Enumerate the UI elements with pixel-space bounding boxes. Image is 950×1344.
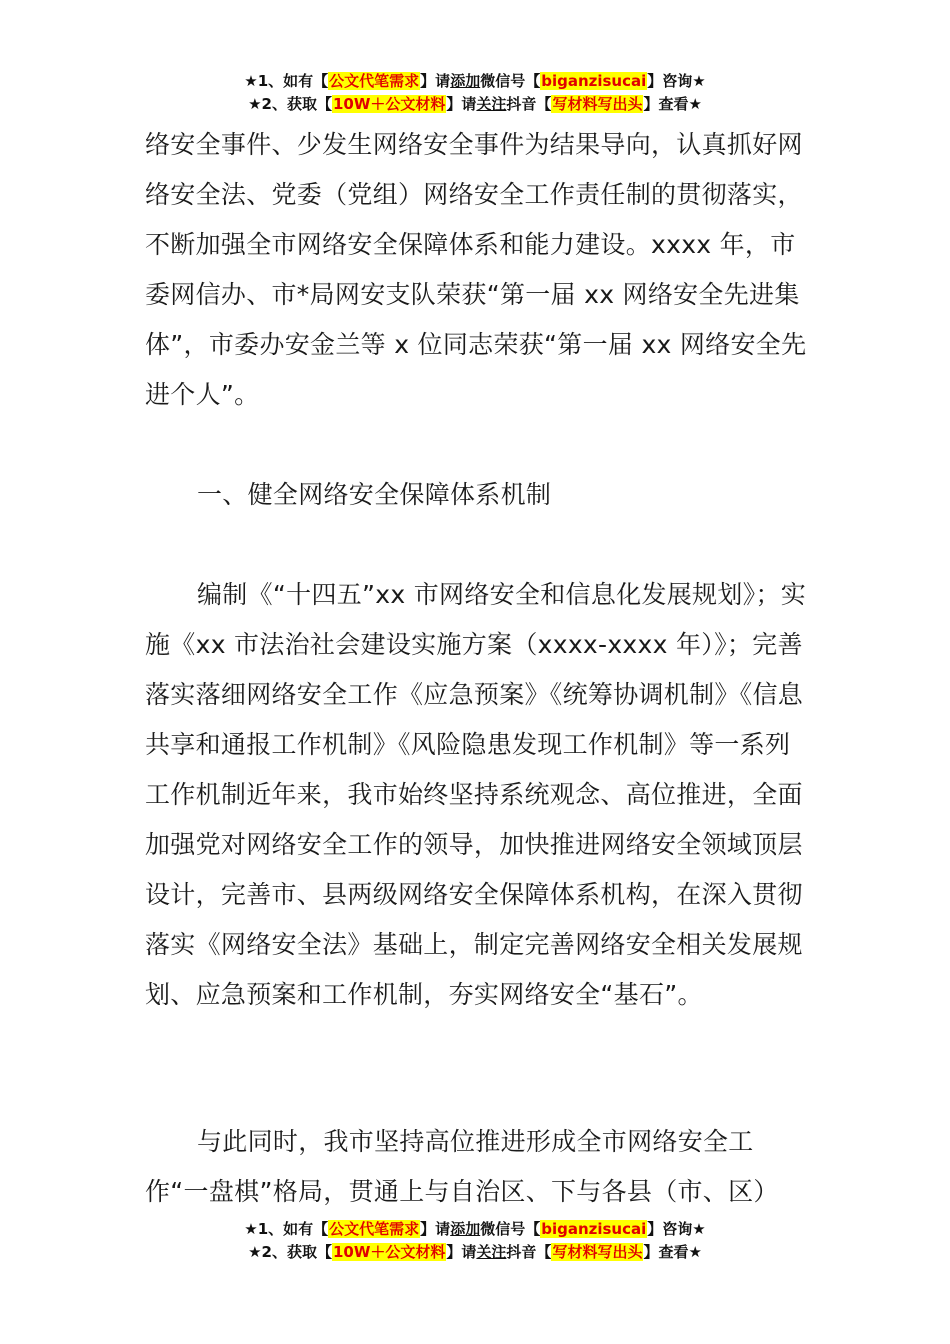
header-banner: [0, 70, 950, 116]
section-heading: [145, 470, 810, 520]
banner-highlight: 写材料写出头: [552, 1243, 643, 1261]
banner-highlight: 公文代笔需求: [329, 72, 420, 90]
banner-text: 】请: [446, 95, 477, 113]
banner-text: ★2、获取【: [248, 95, 332, 113]
banner-text: 抖音【: [506, 95, 552, 113]
paragraph-continued: [145, 120, 810, 420]
banner-text: ★1、如有【: [244, 1220, 329, 1238]
paragraph-mechanisms: [145, 570, 810, 1020]
banner-text: 】请: [420, 72, 451, 90]
banner-line-2: [0, 1241, 950, 1264]
paragraph-text: 络安全事件、少发生网络安全事件为结果导向，认真抓好网络安全法、党委（党组）网络安全工作责任制的贯彻落实，不断加强全市网络安全保障体系和能力建设。xxxx 年，市委网信办、市*局网安支队荣获“第一届 xx 网络安全先进集体”，市委办安金兰等 x 位同志荣获“第一届 xx 网络安全先进个人”。: [145, 130, 807, 409]
paragraph-text: 与此同时，我市坚持高位推进形成全市网络安全工作“一盘棋”格局，贯通上与自治区、下与各县（市、区）: [145, 1127, 779, 1206]
banner-emphasis: 关注: [476, 95, 507, 113]
banner-highlight: 10W＋公文材料: [332, 95, 446, 113]
heading-text: 一、健全网络安全保障体系机制: [197, 480, 552, 509]
banner-text: 】请: [446, 1243, 477, 1261]
banner-highlight: biganzisucai: [541, 72, 647, 90]
banner-text: 微信号【: [480, 1220, 541, 1238]
banner-text: 】查看★: [643, 95, 702, 113]
banner-emphasis: 添加: [450, 1220, 481, 1238]
banner-text: 抖音【: [506, 1243, 552, 1261]
banner-emphasis: 添加: [450, 72, 481, 90]
banner-line-2: [0, 93, 950, 116]
banner-text: 】查看★: [643, 1243, 702, 1261]
footer-banner: [0, 1218, 950, 1264]
banner-highlight: 公文代笔需求: [329, 1220, 420, 1238]
banner-text: 】咨询★: [647, 1220, 706, 1238]
banner-highlight: 写材料写出头: [552, 95, 643, 113]
paragraph-text: 编制《“十四五”xx 市网络安全和信息化发展规划》；实施《xx 市法治社会建设实施方案（xxxx-xxxx 年）》；完善落实落细网络安全工作《应急预案》《统筹协调机制》《信息共享和通报工作机制》《风险隐患发现工作机制》等一系列工作机制近年来，我市始终坚持系统观念、高位推进，全面加强党对网络安全工作的领导，加快推进网络安全领域顶层设计，完善市、县两级网络安全保障体系机构，在深入贯彻落实《网络安全法》基础上，制定完善网络安全相关发展规划、应急预案和工作机制，夯实网络安全“基石”。: [145, 580, 807, 1009]
banner-text: 】咨询★: [647, 72, 706, 90]
banner-text: ★1、如有【: [244, 72, 329, 90]
banner-highlight: 10W＋公文材料: [332, 1243, 446, 1261]
paragraph-coordination: [145, 1117, 810, 1217]
banner-text: ★2、获取【: [248, 1243, 332, 1261]
banner-highlight: biganzisucai: [541, 1220, 647, 1238]
banner-line-1: [0, 1218, 950, 1241]
banner-text: 】请: [420, 1220, 451, 1238]
banner-line-1: [0, 70, 950, 93]
banner-text: 微信号【: [480, 72, 541, 90]
banner-emphasis: 关注: [476, 1243, 507, 1261]
